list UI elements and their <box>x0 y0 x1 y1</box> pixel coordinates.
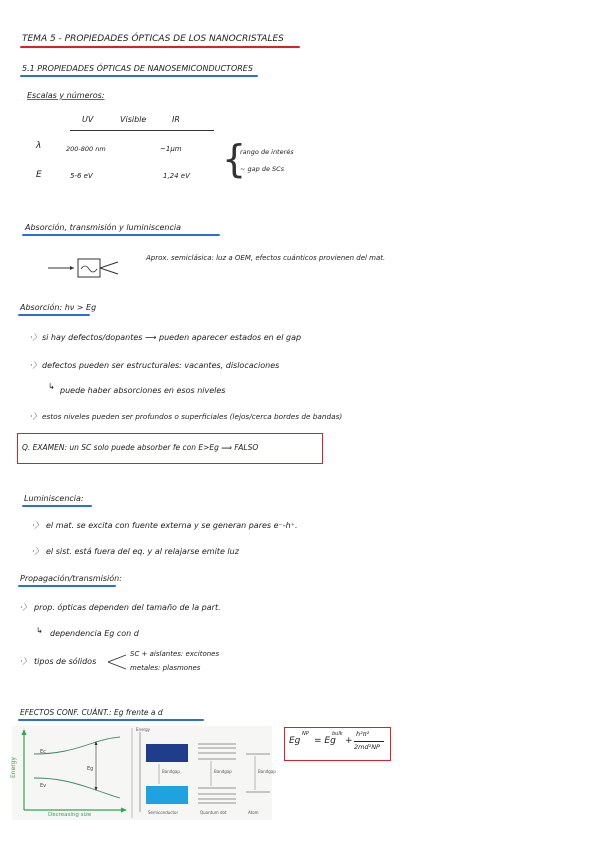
eg-label: Eg <box>87 766 94 772</box>
bullet-arrow: ·〉 <box>32 547 43 556</box>
caption-semiconductor: Semiconductor <box>148 810 179 815</box>
propagation-item-2: tipos de sólidos <box>34 657 97 666</box>
quantum-underline <box>18 719 204 721</box>
quantum-heading: EFECTOS CONF. CUÁNT.: Eg frente a d <box>20 708 163 717</box>
exam-note: Q. EXAMEN: un SC solo puede absorber fe con E>Eg ⟹ FALSO <box>22 443 259 452</box>
section-underline <box>20 75 258 77</box>
absorption-item-4: estos niveles pueden ser profundos o superficiales (lejos/cerca bordes de bandas) <box>42 412 343 421</box>
brace-note-1: rango de interés <box>240 148 294 156</box>
col-ir: IR <box>172 115 180 124</box>
lambda-value-1: 200-800 nm <box>66 145 106 153</box>
propagation-item-2a: SC + aislantes: excitones <box>130 650 220 658</box>
title-underline <box>20 46 300 48</box>
bullet-arrow: ·〉 <box>30 333 41 342</box>
absorption-item-3: puede haber absorciones en esos niveles <box>60 386 226 395</box>
formula-plus: + <box>345 736 353 746</box>
e-value-2: 1,24 eV <box>163 172 190 180</box>
formula-denominator: 2md²NP <box>354 743 380 751</box>
brace-note-2: ~ gap de SCs <box>240 165 285 173</box>
scales-heading: Escalas y números: <box>27 91 105 100</box>
absorption-transmission-heading: Absorción, transmisión y luminiscencia <box>25 223 182 232</box>
luminescence-item-2: el sist. está fuera del eq. y al relajarse emite luz <box>46 547 239 556</box>
luminescence-underline <box>22 505 92 507</box>
col-uv: UV <box>82 115 94 124</box>
page-title: TEMA 5 - PROPIEDADES ÓPTICAS DE LOS NANOCRISTALES <box>22 34 284 44</box>
bullet-arrow: ·〉 <box>20 657 31 666</box>
lambda-value-2: ~1μm <box>160 145 182 153</box>
absorption-item-2: defectos pueden ser estructurales: vacantes, dislocaciones <box>42 361 280 370</box>
semiclassical-note: Aprox. semiclásica: luz a OEM, efectos cuánticos provienen del mat. <box>146 254 386 262</box>
propagation-item-1-sub: dependencia Eg con d <box>50 629 139 638</box>
caption-atom: Atom <box>248 810 259 815</box>
propagation-underline <box>18 585 116 587</box>
bandgap-label-2: Bandgap <box>214 769 232 774</box>
split-arrows <box>108 652 130 672</box>
lambda-symbol: λ <box>36 141 42 151</box>
luminescence-heading: Luminiscencia: <box>24 494 84 503</box>
bullet-arrow: ·〉 <box>30 361 41 370</box>
col-visible: Visible <box>120 115 147 124</box>
sub-arrow: ↳ <box>48 382 55 391</box>
formula-lhs: Eg <box>289 736 301 746</box>
bullet-arrow: ·〉 <box>32 521 43 530</box>
caption-quantum-dot: Quantum dot <box>200 810 227 815</box>
bullet-arrow: ·〉 <box>20 603 31 612</box>
propagation-item-1: prop. ópticas dependen del tamaño de la part. <box>34 603 221 612</box>
formula-bulk: bulk <box>332 731 343 737</box>
ev-label: Ev <box>40 783 47 789</box>
x-axis-label: Decreasing size <box>48 812 92 818</box>
propagation-heading: Propagación/transmisión: <box>20 574 122 583</box>
section-heading: 5.1 PROPIEDADES ÓPTICAS DE NANOSEMICONDUCTORES <box>22 64 253 73</box>
curly-brace: { <box>222 137 247 181</box>
absorption-heading: Absorción: hν > Eg <box>20 303 97 312</box>
formula-sup: NP <box>302 731 309 737</box>
absorption-transmission-underline <box>22 234 220 236</box>
bandgap-label-3: Bandgap <box>258 769 276 774</box>
formula-eq: = Eg <box>314 736 336 746</box>
absorption-underline <box>18 314 90 316</box>
scale-line <box>70 130 214 131</box>
panel-energy-label: Energy <box>136 727 151 732</box>
formula-numerator: h²π² <box>356 730 370 738</box>
e-value-1: 5-6 eV <box>70 172 93 180</box>
bandgap-figure <box>12 726 272 820</box>
e-symbol: E <box>36 170 42 180</box>
luminescence-item-1: el mat. se excita con fuente externa y se generan pares e⁻-h⁺. <box>46 521 298 530</box>
bandgap-label-1: Bandgap <box>162 769 180 774</box>
absorption-item-1: si hay defectos/dopantes ⟶ pueden aparecer estados en el gap <box>42 333 302 342</box>
bullet-arrow: ·〉 <box>30 412 41 421</box>
propagation-item-2b: metales: plasmones <box>130 664 201 672</box>
formula-fraction-bar <box>354 741 384 742</box>
sub-arrow: ↳ <box>36 626 43 635</box>
y-axis-label: Energy <box>10 756 17 778</box>
ec-label: Ec <box>40 749 46 755</box>
light-box-sketch <box>48 256 124 280</box>
